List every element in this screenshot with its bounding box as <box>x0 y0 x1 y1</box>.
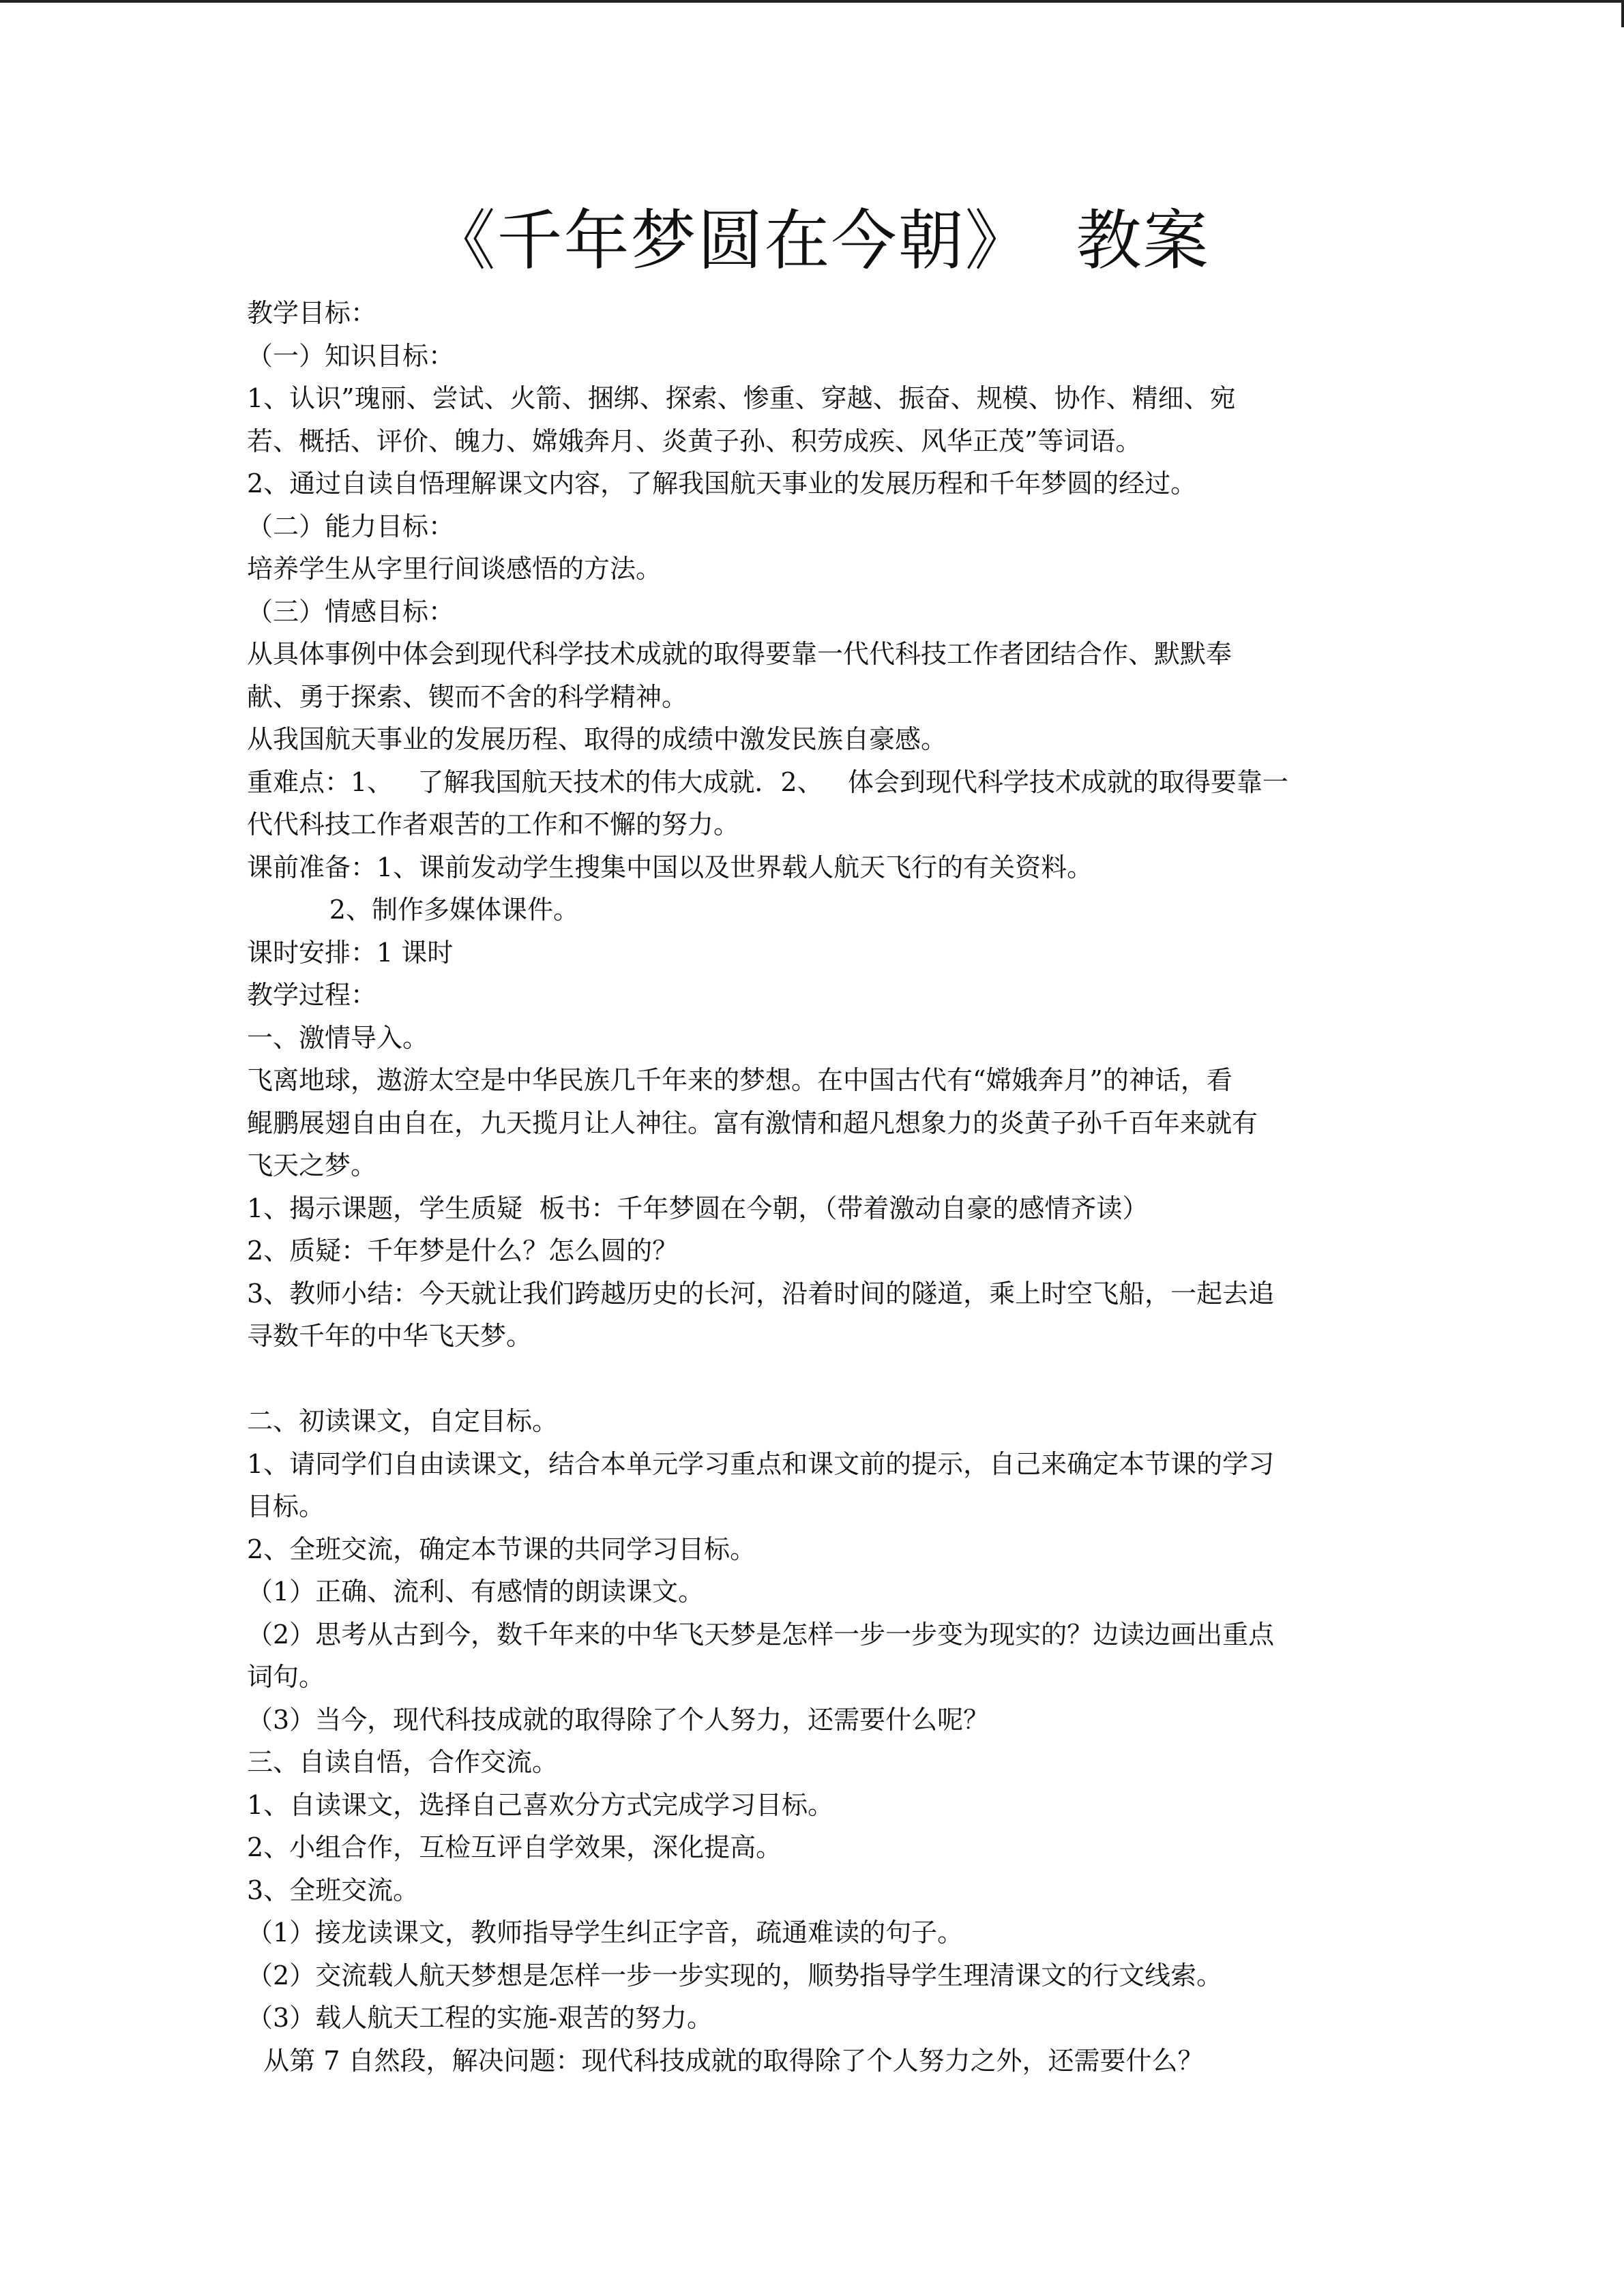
text-line: 3、全班交流。 <box>247 1875 419 1905</box>
text-line: 从我国航天事业的发展历程、取得的成绩中激发民族自豪感。 <box>247 724 947 754</box>
text-line: 目标。 <box>247 1491 325 1521</box>
text-line: 重难点：1、 了解我国航天技术的伟大成就．2、 体会到现代科学技术成就的取得要靠一 <box>247 766 1288 797</box>
text-line: （1）接龙读课文，教师指导学生纠正字音，疏通难读的句子。 <box>247 1918 964 1948</box>
text-line: 三、自读自悟，合作交流。 <box>247 1747 559 1777</box>
text-line: 课时安排：1 课时 <box>247 937 454 968</box>
text-line: 飞天之梦。 <box>247 1150 377 1180</box>
text-line: 1、认识”瑰丽、尝试、火箭、捆绑、探索、惨重、穿越、振奋、规模、协作、精细、宛 <box>247 383 1236 413</box>
page-top-border <box>0 0 1624 3</box>
text-line: 2、通过自读自悟理解课文内容，了解我国航天事业的发展历程和千年梦圆的经过。 <box>247 468 1197 498</box>
text-line: （三）情感目标： <box>247 596 455 627</box>
text-line: 2、全班交流，确定本节课的共同学习目标。 <box>247 1534 756 1564</box>
text-line: （二）能力目标： <box>247 511 455 541</box>
blank-line <box>247 1358 1393 1401</box>
text-line: 2、质疑：千年梦是什么？怎么圆的？ <box>247 1236 679 1266</box>
text-line: 教学目标： <box>247 298 377 328</box>
text-line: 寻数千年的中华飞天梦。 <box>247 1321 533 1351</box>
text-line: （2）思考从古到今，数千年来的中华飞天梦是怎样一步一步变为现实的？边读边画出重点 <box>247 1619 1275 1650</box>
text-line: 献、勇于探索、锲而不舍的科学精神。 <box>247 681 688 712</box>
text-line: 飞离地球，遨游太空是中华民族几千年来的梦想。在中国古代有“嫦娥奔月”的神话，看 <box>247 1065 1232 1095</box>
text-line: 1、揭示课题，学生质疑 板书：千年梦圆在今朝，（带着激动自豪的感情齐读） <box>247 1193 1149 1223</box>
text-line: 2、制作多媒体课件。 <box>247 895 579 925</box>
text-line: （1）正确、流利、有感情的朗读课文。 <box>247 1577 705 1607</box>
text-line: 3、教师小结：今天就让我们跨越历史的长河，沿着时间的隧道，乘上时空飞船，一起去追 <box>247 1278 1275 1309</box>
text-line: 2、小组合作，互检互评自学效果，深化提高。 <box>247 1832 782 1862</box>
text-line: 词句。 <box>247 1662 325 1692</box>
document-body <box>247 292 1393 2082</box>
text-line: 培养学生从字里行间谈感悟的方法。 <box>247 554 662 584</box>
text-line: 一、激情导入。 <box>247 1022 429 1053</box>
text-line: （3）载人航天工程的实施-艰苦的努力。 <box>247 2003 713 2033</box>
text-line: 代代科技工作者艰苦的工作和不懈的努力。 <box>247 809 740 839</box>
text-line: （3）当今，现代科技成就的取得除了个人努力，还需要什么呢？ <box>247 1704 990 1735</box>
page-corner-border <box>1621 0 1624 27</box>
text-line: 课前准备：1、课前发动学生搜集中国以及世界载人航天飞行的有关资料。 <box>247 852 1093 882</box>
document-title: 《千年梦圆在今朝》 教案 <box>430 203 1210 279</box>
text-line: 教学过程： <box>247 980 377 1010</box>
text-line: 1、请同学们自由读课文，结合本单元学习重点和课文前的提示，自己来确定本节课的学习 <box>247 1448 1275 1479</box>
text-line: 从第 7 自然段，解决问题：现代科技成就的取得除了个人努力之外，还需要什么？ <box>247 2045 1204 2076</box>
document-page <box>247 196 1393 2082</box>
text-line: 若、概括、评价、魄力、嫦娥奔月、炎黄子孙、积劳成疾、风华正茂”等词语。 <box>247 426 1142 456</box>
text-line: （2）交流载人航天梦想是怎样一步一步实现的，顺势指导学生理清课文的行文线索。 <box>247 1960 1223 1991</box>
text-line: 1、自读课文，选择自己喜欢分方式完成学习目标。 <box>247 1789 834 1820</box>
text-line: 二、初读课文，自定目标。 <box>247 1406 559 1436</box>
text-line: （一）知识目标： <box>247 340 455 371</box>
text-line: 从具体事例中体会到现代科学技术成就的取得要靠一代代科技工作者团结合作、默默奉 <box>247 639 1232 669</box>
text-line: 鲲鹏展翅自由自在，九天揽月让人神往。富有激情和超凡想象力的炎黄子孙千百年来就有 <box>247 1107 1258 1138</box>
